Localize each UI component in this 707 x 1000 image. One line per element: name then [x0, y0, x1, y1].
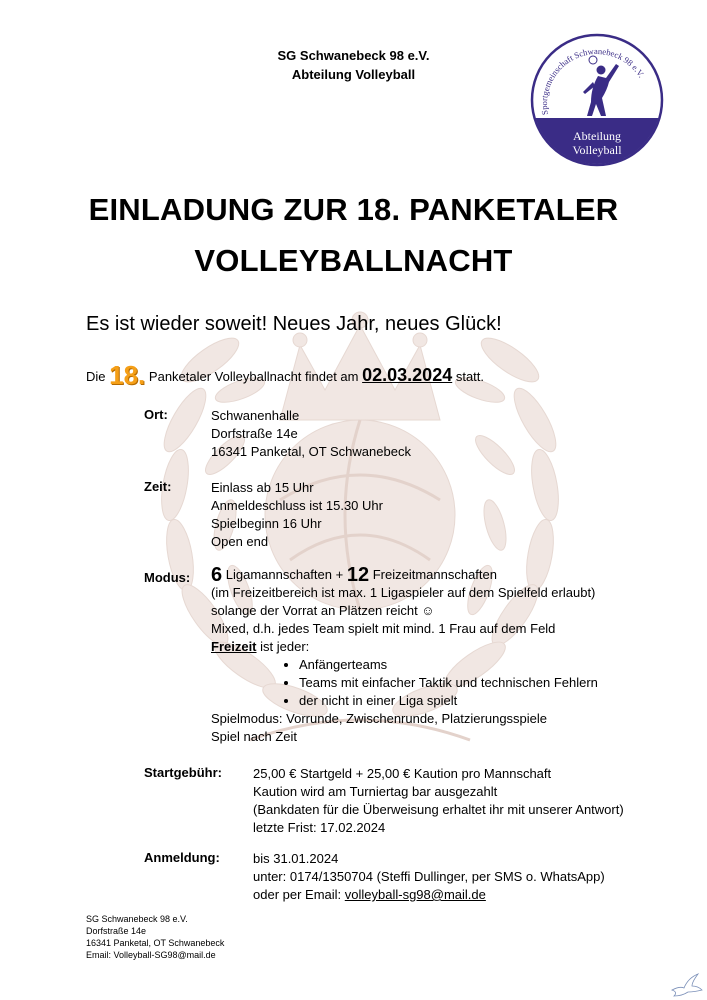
- modus-line: Mixed, d.h. jedes Team spielt mit mind. 1 Frau auf dem Feld: [211, 621, 556, 636]
- date-line-middle: Panketaler Volleyballnacht findet am: [148, 369, 359, 384]
- date-line-prefix: Die: [86, 369, 106, 384]
- logo-ring-text: Sportgemeinschaft Schwanebeck 98 e.V.: [538, 45, 647, 116]
- logo-line1: Abteilung: [573, 129, 621, 143]
- zeit-line: Open end: [211, 534, 269, 549]
- zeit-line: Spielbeginn 16 Uhr: [211, 516, 322, 531]
- zeit-line: Anmeldeschluss ist 15.30 Uhr: [211, 498, 383, 513]
- startgebuehr-line: letzte Frist: 17.02.2024: [253, 820, 386, 835]
- zeit-label: Zeit:: [144, 479, 172, 494]
- page-title: [0, 184, 707, 286]
- freizeit-definition: [211, 638, 598, 656]
- liga-team-count: 6: [211, 564, 223, 586]
- event-date-line: [86, 360, 484, 391]
- ort-line: Dorfstraße 14e: [211, 426, 298, 441]
- startgebuehr-line: Kaution wird am Turniertag bar ausgezahlt: [253, 784, 498, 799]
- anmeldung-phone: unter: 0174/1350704 (Steffi Dullinger, per SMS o. WhatsApp): [253, 869, 605, 884]
- startgebuehr-line: (Bankdaten für die Überweisung erhaltet ihr mit unserer Antwort): [253, 802, 624, 817]
- email-link[interactable]: volleyball-sg98@mail.de: [344, 887, 486, 902]
- email-prefix: oder per Email:: [253, 887, 345, 902]
- spiel-nach-zeit-line: Spiel nach Zeit: [211, 729, 297, 744]
- club-logo: [529, 32, 665, 168]
- list-item: • Anfängerteams: [299, 656, 598, 674]
- footer-line: 16341 Panketal, OT Schwanebeck: [86, 938, 225, 948]
- startgebuehr-label: Startgebühr:: [144, 765, 222, 780]
- modus-team-count-line: [211, 566, 598, 584]
- dove-icon: [668, 972, 704, 998]
- footer-address: [86, 913, 224, 961]
- logo-line2: Volleyball: [572, 143, 622, 157]
- anmeldung-email-line: [253, 886, 605, 904]
- department-name: Abteilung Volleyball: [291, 67, 416, 82]
- ort-line: Schwanenhalle: [211, 408, 300, 423]
- edition-number: 18.: [109, 360, 146, 390]
- footer-line: Dorfstraße 14e: [86, 926, 147, 936]
- event-date: 02.03.2024: [362, 365, 453, 385]
- startgebuehr-line: 25,00 € Startgeld + 25,00 € Kaution pro Mannschaft: [253, 766, 552, 781]
- anmeldung-details: [253, 850, 605, 904]
- ort-line: 16341 Panketal, OT Schwanebeck: [211, 444, 411, 459]
- freizeit-team-count: 12: [346, 564, 370, 586]
- list-item: • der nicht in einer Liga spielt: [299, 692, 598, 710]
- modus-line: solange der Vorrat an Plätzen reicht ☺: [211, 603, 435, 618]
- org-name: SG Schwanebeck 98 e.V.: [277, 48, 430, 63]
- date-line-suffix: statt.: [455, 369, 485, 384]
- liga-team-text: Ligamannschaften +: [225, 567, 344, 582]
- title-line1: EINLADUNG ZUR 18. PANKETALER: [88, 192, 619, 227]
- modus-label: Modus:: [144, 570, 191, 585]
- freizeit-criteria-list: [211, 656, 598, 710]
- ort-details: [211, 407, 411, 461]
- freizeit-word: Freizeit: [211, 639, 257, 654]
- list-item: • Teams mit einfacher Taktik und technischen Fehlern: [299, 674, 598, 692]
- title-line2: VOLLEYBALLNACHT: [194, 243, 513, 278]
- zeit-details: [211, 479, 383, 551]
- freizeit-team-text: Freizeitmannschaften: [372, 567, 497, 582]
- footer-line: Email: Volleyball-SG98@mail.de: [86, 950, 216, 960]
- freizeit-rest: ist jeder:: [256, 639, 310, 654]
- modus-line: (im Freizeitbereich ist max. 1 Ligaspieler auf dem Spielfeld erlaubt): [211, 585, 596, 600]
- anmeldung-label: Anmeldung:: [144, 850, 220, 865]
- spielmodus-line: Spielmodus: Vorrunde, Zwischenrunde, Platzierungsspiele: [211, 711, 548, 726]
- startgebuehr-details: [253, 765, 624, 837]
- modus-details: [211, 566, 598, 746]
- zeit-line: Einlass ab 15 Uhr: [211, 480, 314, 495]
- intro-text: Es ist wieder soweit! Neues Jahr, neues Glück!: [86, 313, 502, 335]
- anmeldung-deadline: bis 31.01.2024: [253, 851, 339, 866]
- ort-label: Ort:: [144, 407, 168, 422]
- footer-line: SG Schwanebeck 98 e.V.: [86, 914, 188, 924]
